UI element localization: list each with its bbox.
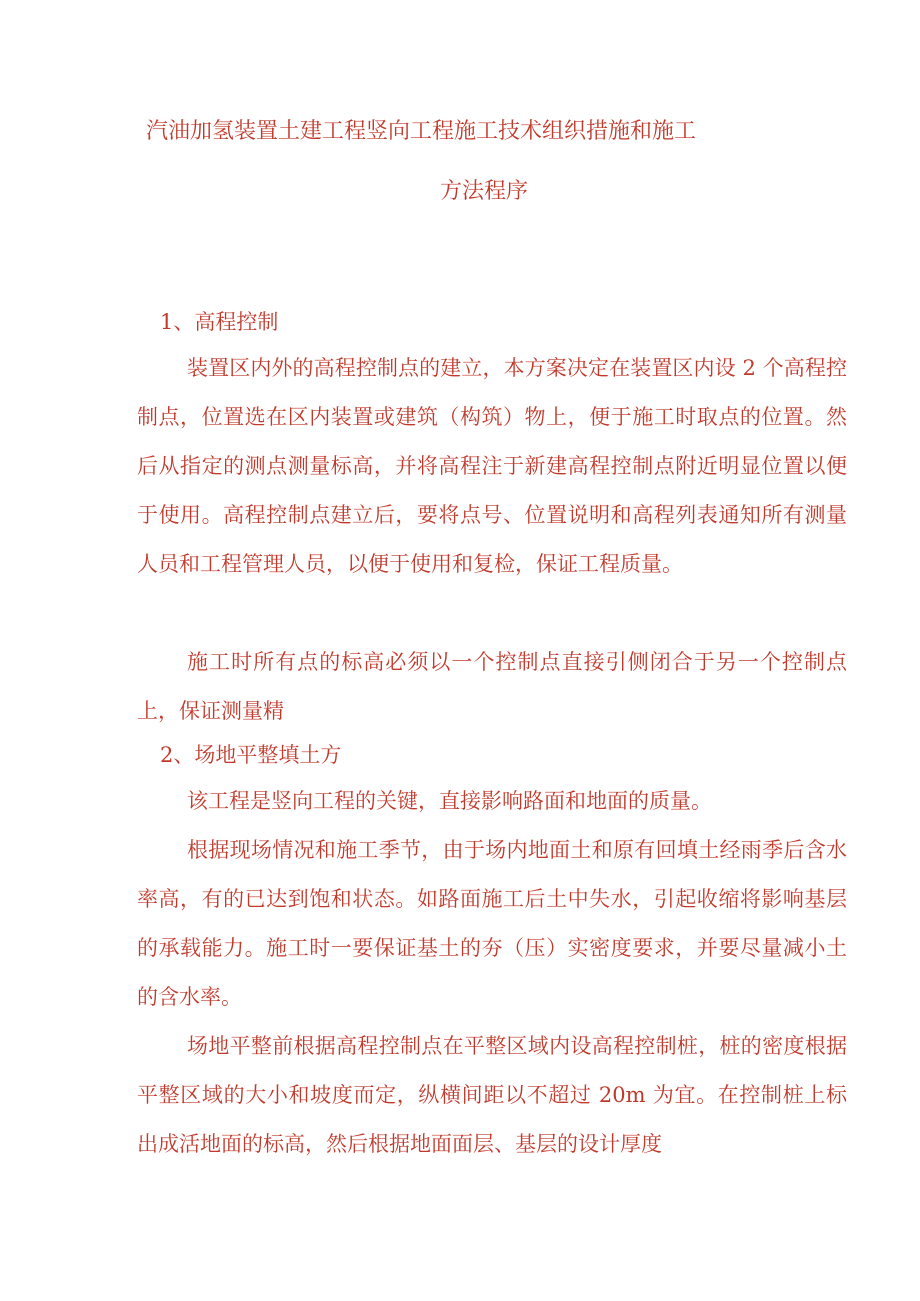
section-1-paragraph-2: 施工时所有点的标高必须以一个控制点直接引侧闭合于另一个控制点上，保证测量精 [137,650,847,723]
section-2-paragraph-2: 根据现场情况和施工季节，由于场内地面土和原有回填土经雨季后含水率高，有的已达到饱和状态。如路面施工后土中失水，引起收缩将影响基层的承载能力。施工时一要保证基土的夯（压）实密度要求，并要尽量减小土的含水率。 [137,838,847,1009]
section-heading-2: 2、场地平整填土方 [160,743,342,767]
section-heading-1: 1、高程控制 [160,310,279,334]
section-1-paragraph-1: 装置区内外的高程控制点的建立，本方案决定在装置区内设 2 个高程控制点，位置选在区内装置或建筑（构筑）物上，便于施工时取点的位置。然后从指定的测点测量标高，并将高程注于新建高程控制点附近明显位置以便于使用。高程控制点建立后，要将点号、位置说明和高程列表通知所有测量人员和工程管理人员，以便于使用和复检，保证工程质量。 [137,356,847,576]
document-title-line-2: 方法程序 [440,179,529,204]
section-2-paragraph-3: 场地平整前根据高程控制点在平整区域内设高程控制桩，桩的密度根据平整区域的大小和坡度而定，纵横间距以不超过 20m 为宜。在控制桩上标出成活地面的标高，然后根据地面面层、基层的设计厚度 [137,1034,847,1156]
section-2-paragraph-1: 该工程是竖向工程的关键，直接影响路面和地面的质量。 [187,789,712,813]
document-title-line-1: 汽油加氢装置土建工程竖向工程施工技术组织措施和施工 [146,119,697,144]
